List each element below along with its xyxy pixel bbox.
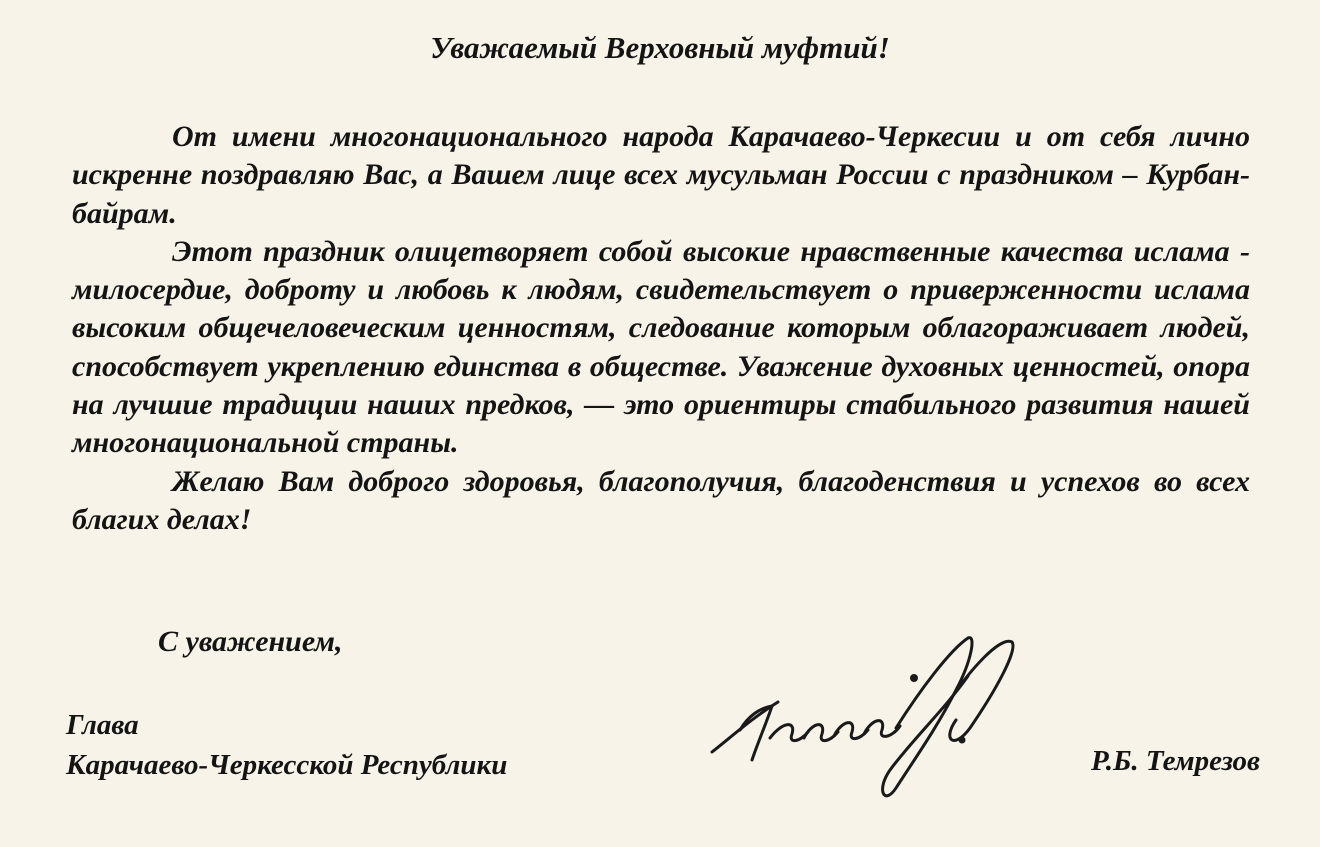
paragraph-1: От имени многонационального народа Карачаево-Черкесии и от себя лично искренне поздравляю Вас, а Вашем лице всех мусульман России с праздником – Курбан-байрам. xyxy=(72,120,1250,230)
signatory-name: Р.Б. Темрезов xyxy=(1090,745,1260,777)
salutation: Уважаемый Верховный муфтий! xyxy=(430,30,890,65)
closing: С уважением, xyxy=(158,625,343,658)
position-line-1: Глава xyxy=(66,709,139,741)
paragraph-3: Желаю Вам доброго здоровья, благополучия, благоденствия и успехов во всех благих делах! xyxy=(72,464,1250,536)
letter-body xyxy=(72,118,1250,539)
position-line-2: Карачаево-Черкесской Республики xyxy=(66,749,508,781)
signatory-position xyxy=(66,705,507,785)
paragraph-2: Этот праздник олицетворяет собой высокие нравственные качества ислама - милосердие, доброту и любовь к людям, свидетельствует о приверженности ислама высоким общечеловеческим ценностям, следование которым облагораживает людей, способствует укреплению единства в обществе. Уважение духовных ценностей, опора на лучшие традиции наших предков, — это ориентиры стабильного развития нашей многонациональной страны. xyxy=(72,234,1250,460)
handwritten-signature xyxy=(700,620,1030,820)
